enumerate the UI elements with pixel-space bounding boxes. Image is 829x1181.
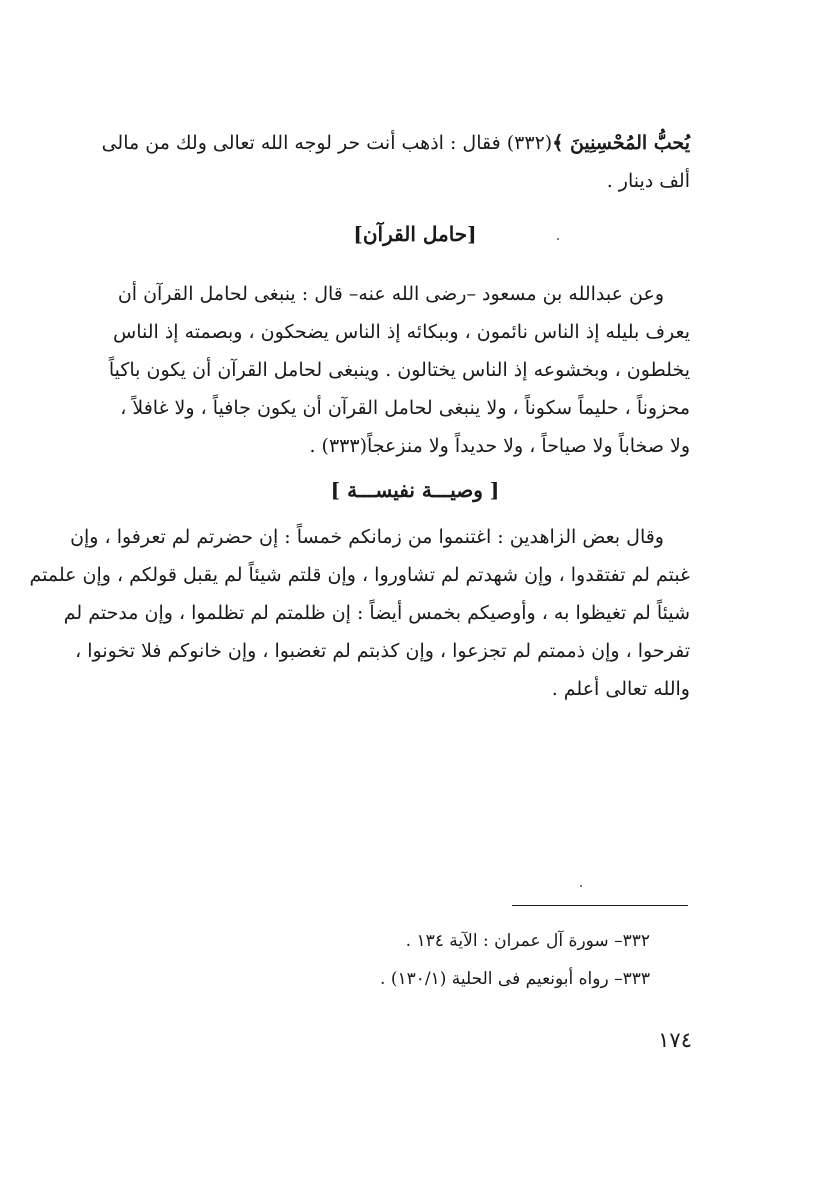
paragraph-line: تفرحوا ، وإن ذممتم لم تجزعوا ، وإن كذبتم لم تغضبوا ، وإن خانوكم فلا تخونوا ، [75,640,690,662]
intro-line-1-text: (٣٣٢) فقال : اذهب أنت حر لوجه الله تعالى ولك من مالى [101,132,553,154]
paragraph-line: غبتم لم تفتقدوا ، وإن شهدتم لم تشاوروا ، وإن قلتم شيئاً لم يقبل قولكم ، وإن علمتم [29,564,690,586]
intro-line-2: ألف دينار . [606,170,690,192]
footnotes [330,922,650,998]
paragraph-line: يعرف بليله إذ الناس نائمون ، وببكائه إذ الناس يضحكون ، وبصمته إذ الناس [113,321,690,343]
intro-line-1 [101,124,690,162]
page-number: ١٧٤ [658,1028,692,1052]
quran-quote: يُحبُّ المُحْسِنِينَ ﴾ [552,132,690,154]
paragraph-line: وعن عبدالله بن مسعود –رضى الله عنه– قال : ينبغى لحامل القرآن أن [117,283,664,305]
paragraph-line: وقال بعض الزاهدين : اغتنموا من زمانكم خمساً : إن حضرتم لم تعرفوا ، وإن [70,526,664,548]
section-quran-bearer-body [108,275,690,465]
paragraph-line: والله تعالى أعلم . [551,678,690,700]
intro-paragraph [101,124,690,200]
paragraph-line: محزوناً ، حليماً سكوناً ، ولا ينبغى لحامل القرآن أن يكون جافياً ، ولا غافلاً ، [120,397,690,419]
footnote-separator [512,905,688,906]
section-heading-quran-bearer: [حامل القرآن] [353,222,477,246]
paragraph-line: يخلطون ، وبخشوعه إذ الناس يختالون . وينبغى لحامل القرآن أن يكون باكياً [108,359,690,381]
section-precious-advice-body [29,518,690,708]
paragraph-line: ولا صخاباً ولا صياحاً ، ولا حديداً ولا منزعجاً(٣٣٣) . [309,435,690,457]
footnote-333: ٣٣٣– رواه أبونعيم فى الحلية (١٣٠/١) . [380,969,650,989]
scan-speck [580,885,582,887]
paragraph-line: شيئاً لم تغيظوا به ، وأوصيكم بخمس أيضاً : إن ظلمتم لم تظلموا ، وإن مدحتم لم [63,602,690,624]
scan-speck [557,238,559,240]
footnote-332: ٣٣٢– سورة آل عمران : الآية ١٣٤ . [405,931,650,951]
section-heading-precious-advice: [ وصيـــة نفيســـة ] [330,478,500,502]
